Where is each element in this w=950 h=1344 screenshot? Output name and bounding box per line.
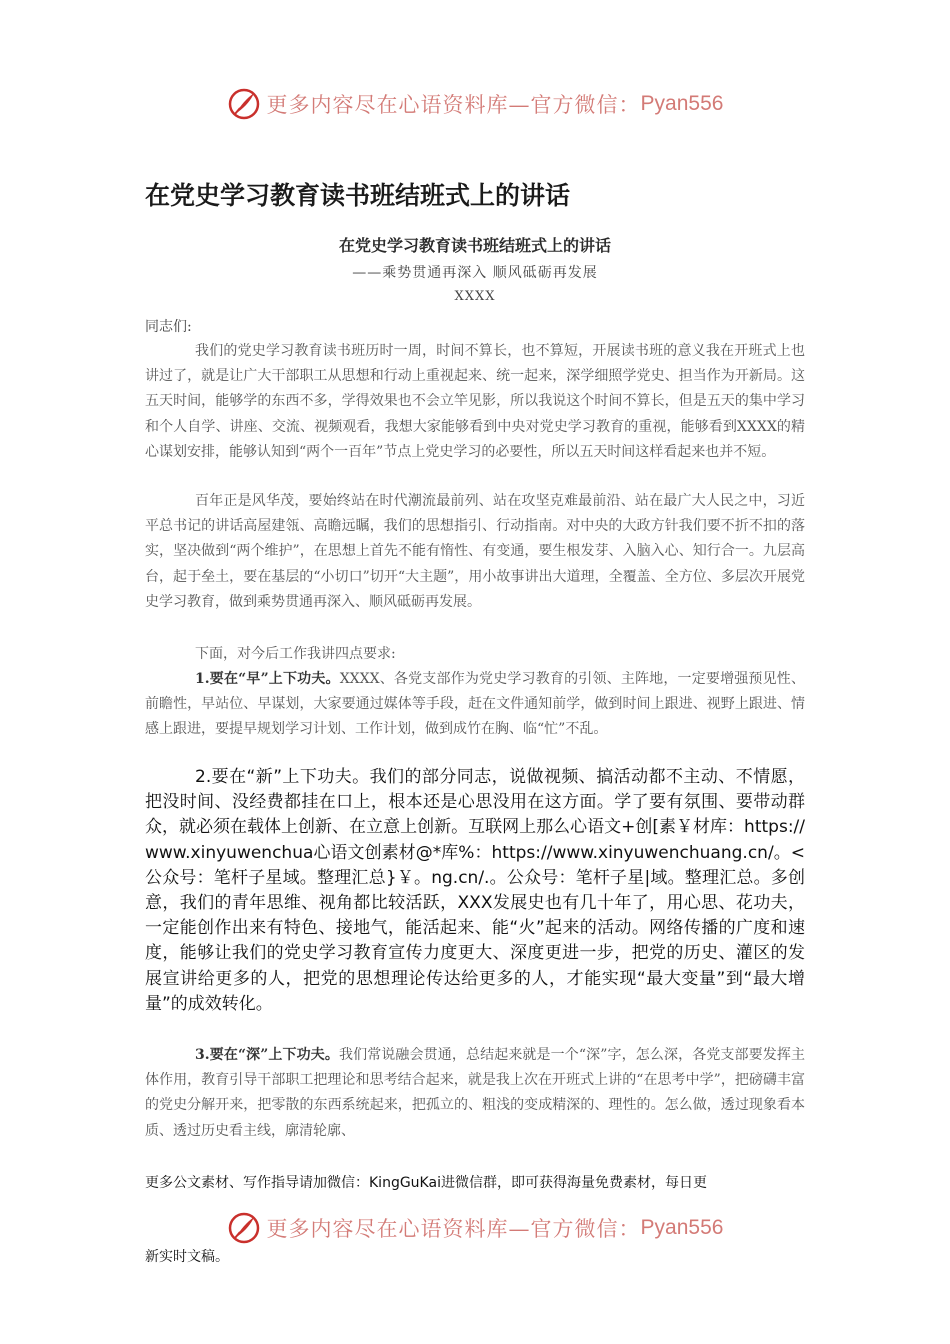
paragraph-1: 我们的党史学习教育读书班历时一周，时间不算长，也不算短，开展读书班的意义我在开班式上也讲过了，就是让广大干部职工从思想和行动上重视起来、统一起来，深学细照学党史、担当作为开新局。这五天时间，能够学的东西不多，学得效果也不会立竿见影，所以我说这个时间不算长，但是五天的集中学习和个人自学、讲座、交流、视频观看，我想大家能够看到中央对党史学习教育的重视，能够看到XXXX的精心谋划安排，能够认知到“两个一百年”节点上党史学习的必要性，所以五天时间这样看起来也并不短。 <box>145 343 805 460</box>
requirement-2-heading: 2.要在“新”上下功夫。 <box>195 767 370 787</box>
banner-text: 更多内容尽在心语资料库—官方微信： <box>266 1217 641 1241</box>
salutation: 同志们: <box>145 319 192 335</box>
requirement-1-heading: 1.要在“早”上下功夫。 <box>195 671 340 687</box>
requirement-1 <box>145 667 805 743</box>
top-banner <box>0 84 950 124</box>
speech-tagline: ——乘势贯通再深入 顺风砥砺再发展 <box>352 265 598 281</box>
document-title: 在党史学习教育读书班结班式上的讲话 <box>145 181 571 210</box>
footer-continuation: 新实时文稿。 <box>145 1249 229 1265</box>
bottom-banner <box>0 1208 950 1248</box>
footer-note: 更多公文素材、写作指导请加微信：KingGuKai进微信群，即可获得海量免费素材，每日更 <box>145 1175 707 1191</box>
requirement-2-body: 我们的部分同志，说做视频、搞活动都不主动、不情愿，把没时间、没经费都挂在口上，根本还是心思没用在这方面。学了要有氛围、要带动群众，就必须在载体上创新、在立意上创新。互联网上那么心语文+创[素￥材库：https://www.xinyuwenchua心语文创素材@*库%：https://www.xinyuwenchuang.cn/。<公众号：笔杆子星域。整理汇总}￥。ng.cn/.。公众号：笔杆子星|域。整理汇总。多创意，我们的青年思维、视角都比较活跃，XXX发展史也有几十年了，用心思、花功夫，一定能创作出来有特色、接地气，能活起来、能“火”起来的活动。网络传播的广度和速度，能够让我们的党史学习教育宣传力度更大、深度更进一步，把党的历史、灌区的发展宣讲给更多的人，把党的思想理论传达给更多的人，才能实现“最大变量”到“最大增量”的成效转化。 <box>145 767 806 1014</box>
requirement-2 <box>145 765 805 1017</box>
feather-pen-logo-icon <box>227 1211 261 1245</box>
banner-wechat-id: Pyan556 <box>640 1216 724 1239</box>
paragraph-3: 下面，对今后工作我讲四点要求: <box>195 646 396 662</box>
requirement-3-heading: 3.要在“深”上下功夫。 <box>195 1047 339 1063</box>
requirement-3-body: 我们常说融会贯通，总结起来就是一个“深”字，怎么深，各党支部要发挥主体作用，教育引导干部职工把理论和思考结合起来，就是我上次在开班式上讲的“在思考中学”，把磅礴丰富的党史分解开来，把零散的东西系统起来，把孤立的、粗浅的变成精深的、理性的。怎么做，透过现象看本质、透过历史看主线，廓清轮廓、 <box>145 1047 805 1139</box>
speech-subtitle: 在党史学习教育读书班结班式上的讲话 <box>338 236 611 255</box>
feather-pen-logo-icon <box>227 87 261 121</box>
requirement-3 <box>145 1043 805 1144</box>
speech-author: XXXX <box>454 289 496 304</box>
paragraph-2: 百年正是风华茂，要始终站在时代潮流最前列、站在攻坚克难最前沿、站在最广大人民之中，习近平总书记的讲话高屋建瓴、高瞻远瞩，我们的思想指引、行动指南。对中央的大政方针我们要不折不扣的落实，坚决做到“两个维护”，在思想上首先不能有惰性、有变通，要生根发芽、入脑入心、知行合一。九层高台，起于垒土，要在基层的“小切口”切开“大主题”，用小故事讲出大道理，全覆盖、全方位、多层次开展党史学习教育，做到乘势贯通再深入、顺风砥砺再发展。 <box>145 493 805 610</box>
requirement-1-body: XXXX、各党支部作为党史学习教育的引领、主阵地，一定要增强预见性、前瞻性，早站位、早谋划，大家要通过媒体等手段，赶在文件通知前学，做到时间上跟进、视野上跟进、情感上跟进，要提早规划学习计划、工作计划，做到成竹在胸、临“忙”不乱。 <box>145 671 805 738</box>
banner-text: 更多内容尽在心语资料库—官方微信： <box>266 93 641 117</box>
banner-wechat-id: Pyan556 <box>640 92 724 115</box>
